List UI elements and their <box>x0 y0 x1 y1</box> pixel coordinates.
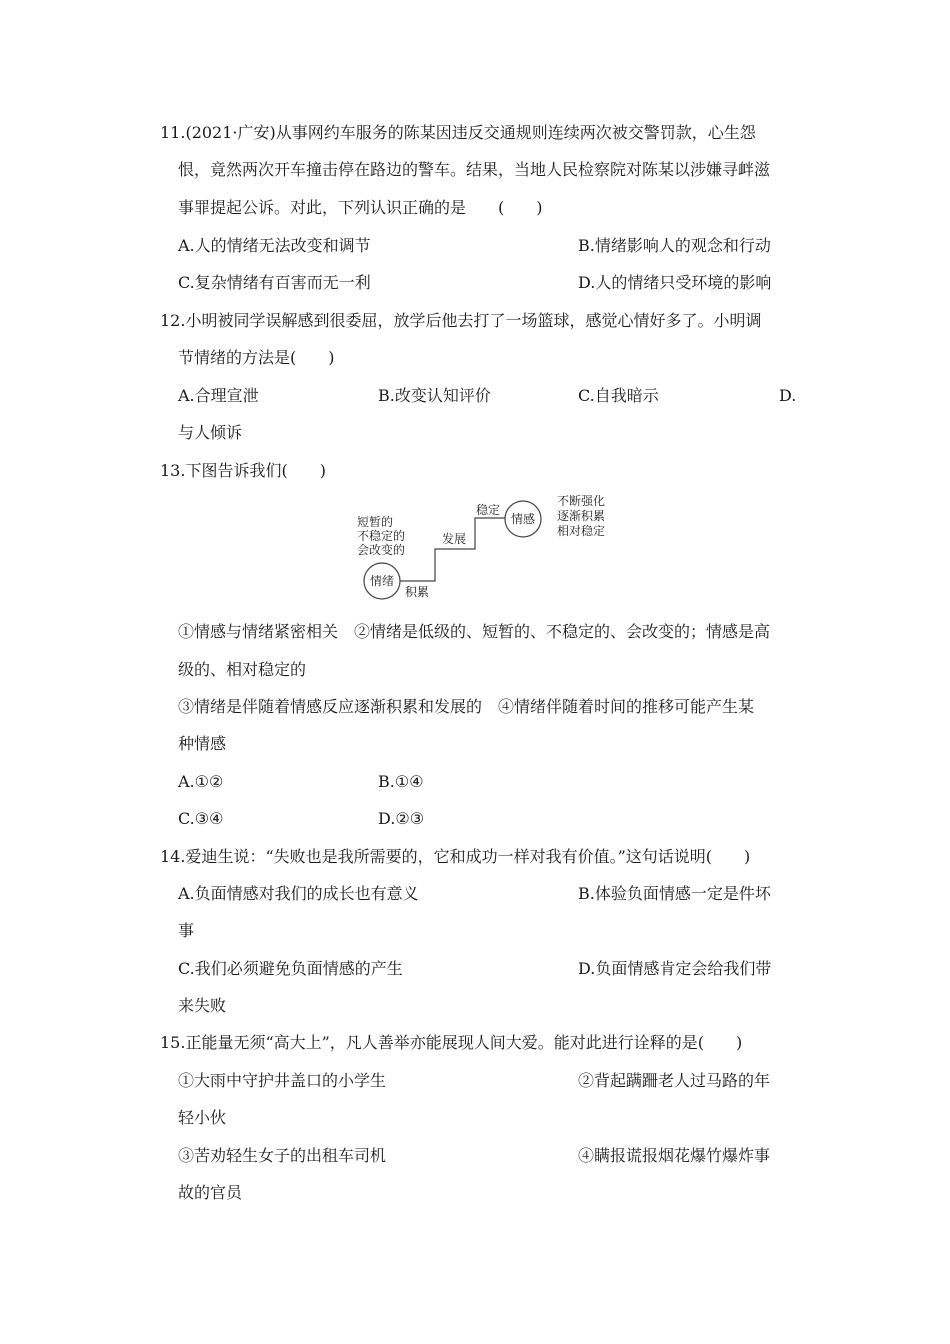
q12-option-c: C.自我暗示 <box>578 386 659 405</box>
diagram-right-label-2: 逐渐积累 <box>557 509 606 523</box>
diagram-step-line <box>400 518 505 581</box>
q13-option-d: D.②③ <box>378 809 425 828</box>
emotion-circle-label: 情绪 <box>369 574 395 588</box>
q11-stem-line2: 恨，竟然两次开车撞击停在路边的警车。结果，当地人民检察院对陈某以涉嫌寻衅滋 <box>178 160 771 179</box>
q14-option-a: A.负面情感对我们的成长也有意义 <box>178 884 419 903</box>
q13-statement-2: ③情绪是伴随着情感反应逐渐积累和发展的 ④情绪伴随着时间的推移可能产生某 <box>178 697 755 716</box>
q11-stem-line1: 11.(2021·广安)从事网约车服务的陈某因违反交通规则连续两次被交警罚款，心生怨 <box>160 123 756 142</box>
diagram-left-label-3: 会改变的 <box>357 543 406 557</box>
diagram-step-develop: 发展 <box>441 532 467 546</box>
diagram-step-accumulate: 积累 <box>404 585 430 599</box>
q11-option-b: B.情绪影响人的观念和行动 <box>578 236 771 255</box>
q13-option-b: B.①④ <box>378 772 424 791</box>
q15-stem: 15.正能量无须“高大上”，凡人善举亦能展现人间大爱。能对此进行诠释的是( ) <box>160 1033 743 1052</box>
q11-option-d: D.人的情绪只受环境的影响 <box>578 273 772 292</box>
q12-option-d-cont: 与人倾诉 <box>178 423 243 442</box>
diagram-left-label-2: 不稳定的 <box>357 529 406 543</box>
feeling-circle-label: 情感 <box>510 512 536 526</box>
q14-option-b-cont: 事 <box>178 921 195 940</box>
emotion-feeling-diagram <box>340 490 620 605</box>
q13-statement-1: ①情感与情绪紧密相关 ②情绪是低级的、短暂的、不稳定的、会改变的；情感是高 <box>178 622 771 641</box>
q13-option-c: C.③④ <box>178 809 224 828</box>
diagram-step-stable: 稳定 <box>475 503 501 517</box>
q12-option-b: B.改变认知评价 <box>378 386 491 405</box>
q12-option-a: A.合理宣泄 <box>178 386 259 405</box>
q14-stem: 14.爱迪生说：“失败也是我所需要的，它和成功一样对我有价值。”这句话说明( ) <box>160 847 751 866</box>
q13-stem: 13.下图告诉我们( ) <box>160 461 326 480</box>
q14-option-c: C.我们必须避免负面情感的产生 <box>178 959 403 978</box>
q14-option-b: B.体验负面情感一定是件坏 <box>578 884 771 903</box>
diagram-left-label-1: 短暂的 <box>357 515 394 529</box>
q11-stem-line3: 事罪提起公诉。对此，下列认识正确的是 ( ) <box>178 198 543 217</box>
diagram-right-label-1: 不断强化 <box>557 494 606 508</box>
q13-statement-2-cont: 种情感 <box>178 734 227 753</box>
diagram-right-label-3: 相对稳定 <box>557 524 606 538</box>
q15-item-2-cont: 轻小伙 <box>178 1108 227 1127</box>
q11-option-a: A.人的情绪无法改变和调节 <box>178 236 371 255</box>
q15-item-2: ②背起蹒跚老人过马路的年 <box>578 1071 771 1090</box>
q14-option-d-cont: 来失败 <box>178 996 227 1015</box>
q12-option-d: D. <box>779 386 797 405</box>
q12-stem-line1: 12.小明被同学误解感到很委屈，放学后他去打了一场篮球，感觉心情好多了。小明调 <box>160 311 762 330</box>
q14-option-d: D.负面情感肯定会给我们带 <box>578 959 772 978</box>
q15-item-4: ④瞒报谎报烟花爆竹爆炸事 <box>578 1146 771 1165</box>
q13-statement-1-cont: 级的、相对稳定的 <box>178 660 307 679</box>
q15-item-4-cont: 故的官员 <box>178 1183 243 1202</box>
q15-item-3: ③苦劝轻生女子的出租车司机 <box>178 1146 387 1165</box>
q15-item-1: ①大雨中守护井盖口的小学生 <box>178 1071 387 1090</box>
q12-stem-line2: 节情绪的方法是( ) <box>178 348 335 367</box>
q13-option-a: A.①② <box>178 772 224 791</box>
q11-option-c: C.复杂情绪有百害而无一利 <box>178 273 371 292</box>
